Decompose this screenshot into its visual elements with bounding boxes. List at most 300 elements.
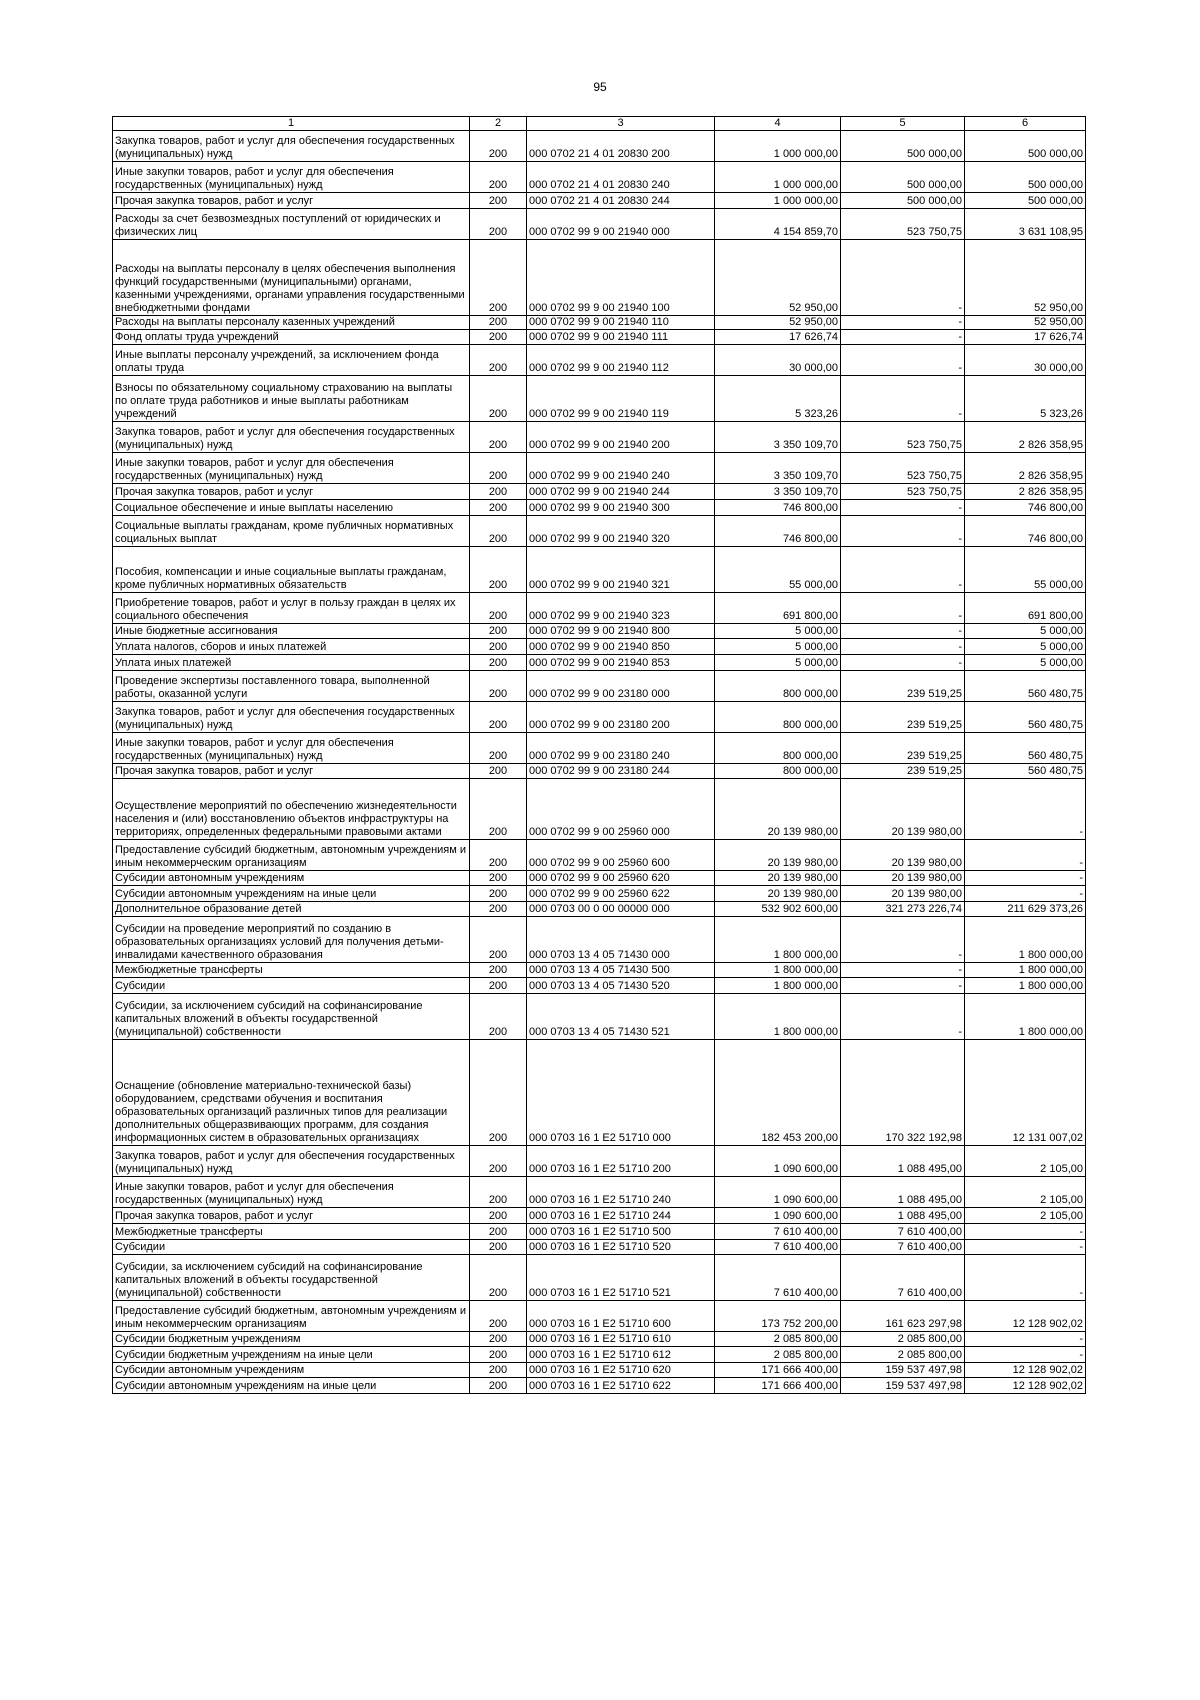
approved-amount-cell: 1 000 000,00 xyxy=(715,193,841,209)
unexecuted-amount-cell: 1 800 000,00 xyxy=(965,994,1086,1040)
expense-name-cell: Прочая закупка товаров, работ и услуг xyxy=(113,484,470,500)
classification-code-cell: 000 0703 16 1 E2 51710 610 xyxy=(527,1332,715,1347)
expense-name-cell: Фонд оплаты труда учреждений xyxy=(113,330,470,345)
line-code-cell: 200 xyxy=(470,209,527,240)
table-row xyxy=(113,1301,1086,1332)
approved-amount-cell: 171 666 400,00 xyxy=(715,1363,841,1378)
expense-name-cell: Осуществление мероприятий по обеспечению жизнедеятельности населения и (или) восстановлению объектов инфраструктуры на территориях, определенных федеральными правовыми актами xyxy=(113,779,470,840)
classification-code-cell: 000 0703 13 4 05 71430 520 xyxy=(527,978,715,994)
expense-name-cell: Предоставление субсидий бюджетным, автономным учреждениям и иным некоммерческим организациям xyxy=(113,1301,470,1332)
table-row xyxy=(113,422,1086,453)
unexecuted-amount-cell: 55 000,00 xyxy=(965,547,1086,593)
expense-name-cell: Иные закупки товаров, работ и услуг для обеспечения государственных (муниципальных) нужд xyxy=(113,733,470,764)
table-row xyxy=(113,516,1086,547)
expense-name-cell: Уплата налогов, сборов и иных платежей xyxy=(113,639,470,655)
classification-code-cell: 000 0702 99 9 00 21940 100 xyxy=(527,240,715,316)
table-row xyxy=(113,376,1086,422)
line-code-cell: 200 xyxy=(470,330,527,345)
executed-amount-cell: - xyxy=(841,376,965,422)
classification-code-cell: 000 0703 16 1 E2 51710 000 xyxy=(527,1040,715,1146)
approved-amount-cell: 52 950,00 xyxy=(715,240,841,316)
approved-amount-cell: 800 000,00 xyxy=(715,702,841,733)
expense-name-cell: Субсидии автономным учреждениям на иные цели xyxy=(113,886,470,902)
approved-amount-cell: 2 085 800,00 xyxy=(715,1332,841,1347)
approved-amount-cell: 1 000 000,00 xyxy=(715,162,841,193)
classification-code-cell: 000 0703 16 1 E2 51710 520 xyxy=(527,1240,715,1255)
unexecuted-amount-cell: 5 000,00 xyxy=(965,655,1086,671)
executed-amount-cell: - xyxy=(841,994,965,1040)
unexecuted-amount-cell: 2 105,00 xyxy=(965,1177,1086,1208)
table-row xyxy=(113,593,1086,624)
classification-code-cell: 000 0703 00 0 00 00000 000 xyxy=(527,902,715,917)
table-row xyxy=(113,764,1086,779)
expense-name-cell: Социальные выплаты гражданам, кроме публичных нормативных социальных выплат xyxy=(113,516,470,547)
approved-amount-cell: 173 752 200,00 xyxy=(715,1301,841,1332)
table-row xyxy=(113,316,1086,330)
executed-amount-cell: 523 750,75 xyxy=(841,453,965,484)
unexecuted-amount-cell: 2 826 358,95 xyxy=(965,453,1086,484)
unexecuted-amount-cell: 1 800 000,00 xyxy=(965,963,1086,978)
table-row xyxy=(113,671,1086,702)
executed-amount-cell: - xyxy=(841,917,965,963)
table-row xyxy=(113,655,1086,671)
classification-code-cell: 000 0703 16 1 E2 51710 240 xyxy=(527,1177,715,1208)
line-code-cell: 200 xyxy=(470,1208,527,1224)
unexecuted-amount-cell: - xyxy=(965,1240,1086,1255)
expense-name-cell: Субсидии на проведение мероприятий по созданию в образовательных организациях условий для получения детьми-инвалидами качественного образования xyxy=(113,917,470,963)
unexecuted-amount-cell: 52 950,00 xyxy=(965,240,1086,316)
classification-code-cell: 000 0703 16 1 E2 51710 600 xyxy=(527,1301,715,1332)
unexecuted-amount-cell: - xyxy=(965,871,1086,886)
executed-amount-cell: 7 610 400,00 xyxy=(841,1240,965,1255)
executed-amount-cell: - xyxy=(841,639,965,655)
line-code-cell: 200 xyxy=(470,1040,527,1146)
executed-amount-cell: 523 750,75 xyxy=(841,484,965,500)
expense-name-cell: Субсидии автономным учреждениям xyxy=(113,871,470,886)
unexecuted-amount-cell: 17 626,74 xyxy=(965,330,1086,345)
executed-amount-cell: 159 537 497,98 xyxy=(841,1378,965,1394)
expense-name-cell: Субсидии xyxy=(113,1240,470,1255)
executed-amount-cell: 321 273 226,74 xyxy=(841,902,965,917)
executed-amount-cell: 20 139 980,00 xyxy=(841,840,965,871)
unexecuted-amount-cell: 3 631 108,95 xyxy=(965,209,1086,240)
unexecuted-amount-cell: 5 000,00 xyxy=(965,639,1086,655)
table-row xyxy=(113,131,1086,162)
executed-amount-cell: 20 139 980,00 xyxy=(841,871,965,886)
table-row xyxy=(113,1240,1086,1255)
classification-code-cell: 000 0702 99 9 00 21940 323 xyxy=(527,593,715,624)
executed-amount-cell: - xyxy=(841,547,965,593)
approved-amount-cell: 800 000,00 xyxy=(715,671,841,702)
unexecuted-amount-cell: 30 000,00 xyxy=(965,345,1086,376)
executed-amount-cell: 239 519,25 xyxy=(841,671,965,702)
table-row xyxy=(113,733,1086,764)
expense-name-cell: Закупка товаров, работ и услуг для обеспечения государственных (муниципальных) нужд xyxy=(113,1146,470,1177)
classification-code-cell: 000 0702 21 4 01 20830 244 xyxy=(527,193,715,209)
classification-code-cell: 000 0703 16 1 E2 51710 200 xyxy=(527,1146,715,1177)
expense-name-cell: Субсидии, за исключением субсидий на софинансирование капитальных вложений в объекты государственной (муниципальной) собственности xyxy=(113,994,470,1040)
unexecuted-amount-cell: 1 800 000,00 xyxy=(965,917,1086,963)
approved-amount-cell: 20 139 980,00 xyxy=(715,871,841,886)
classification-code-cell: 000 0702 99 9 00 23180 240 xyxy=(527,733,715,764)
line-code-cell: 200 xyxy=(470,1240,527,1255)
expense-name-cell: Межбюджетные трансферты xyxy=(113,1224,470,1240)
unexecuted-amount-cell: 211 629 373,26 xyxy=(965,902,1086,917)
unexecuted-amount-cell: - xyxy=(965,1332,1086,1347)
expense-name-cell: Субсидии xyxy=(113,978,470,994)
approved-amount-cell: 171 666 400,00 xyxy=(715,1378,841,1394)
executed-amount-cell: - xyxy=(841,655,965,671)
approved-amount-cell: 5 000,00 xyxy=(715,624,841,639)
classification-code-cell: 000 0703 16 1 E2 51710 622 xyxy=(527,1378,715,1394)
classification-code-cell: 000 0702 99 9 00 23180 000 xyxy=(527,671,715,702)
unexecuted-amount-cell: 691 800,00 xyxy=(965,593,1086,624)
unexecuted-amount-cell: - xyxy=(965,1255,1086,1301)
executed-amount-cell: 159 537 497,98 xyxy=(841,1363,965,1378)
unexecuted-amount-cell: 560 480,75 xyxy=(965,733,1086,764)
approved-amount-cell: 1 800 000,00 xyxy=(715,917,841,963)
table-row xyxy=(113,547,1086,593)
unexecuted-amount-cell: - xyxy=(965,1224,1086,1240)
expense-name-cell: Субсидии автономным учреждениям xyxy=(113,1363,470,1378)
unexecuted-amount-cell: 12 128 902,02 xyxy=(965,1378,1086,1394)
page-number: 95 xyxy=(593,80,607,94)
classification-code-cell: 000 0702 99 9 00 21940 300 xyxy=(527,500,715,516)
classification-code-cell: 000 0702 99 9 00 21940 320 xyxy=(527,516,715,547)
executed-amount-cell: 170 322 192,98 xyxy=(841,1040,965,1146)
line-code-cell: 200 xyxy=(470,131,527,162)
line-code-cell: 200 xyxy=(470,593,527,624)
table-row xyxy=(113,484,1086,500)
classification-code-cell: 000 0702 99 9 00 21940 853 xyxy=(527,655,715,671)
approved-amount-cell: 1 800 000,00 xyxy=(715,963,841,978)
executed-amount-cell: 20 139 980,00 xyxy=(841,779,965,840)
executed-amount-cell: 523 750,75 xyxy=(841,422,965,453)
unexecuted-amount-cell: - xyxy=(965,886,1086,902)
line-code-cell: 200 xyxy=(470,639,527,655)
executed-amount-cell: - xyxy=(841,316,965,330)
table-row xyxy=(113,1378,1086,1394)
line-code-cell: 200 xyxy=(470,547,527,593)
table-row xyxy=(113,917,1086,963)
approved-amount-cell: 7 610 400,00 xyxy=(715,1224,841,1240)
classification-code-cell: 000 0702 99 9 00 25960 600 xyxy=(527,840,715,871)
table-row xyxy=(113,1208,1086,1224)
approved-amount-cell: 20 139 980,00 xyxy=(715,779,841,840)
approved-amount-cell: 5 000,00 xyxy=(715,639,841,655)
line-code-cell: 200 xyxy=(470,1347,527,1363)
table-row xyxy=(113,1177,1086,1208)
unexecuted-amount-cell: 5 000,00 xyxy=(965,624,1086,639)
unexecuted-amount-cell: 2 826 358,95 xyxy=(965,484,1086,500)
table-row xyxy=(113,453,1086,484)
classification-code-cell: 000 0703 16 1 E2 51710 620 xyxy=(527,1363,715,1378)
column-header: 3 xyxy=(527,117,715,131)
executed-amount-cell: 2 085 800,00 xyxy=(841,1332,965,1347)
line-code-cell: 200 xyxy=(470,422,527,453)
table-row xyxy=(113,345,1086,376)
expense-name-cell: Субсидии, за исключением субсидий на софинансирование капитальных вложений в объекты государственной (муниципальной) собственности xyxy=(113,1255,470,1301)
classification-code-cell: 000 0702 99 9 00 21940 800 xyxy=(527,624,715,639)
unexecuted-amount-cell: 12 131 007,02 xyxy=(965,1040,1086,1146)
approved-amount-cell: 30 000,00 xyxy=(715,345,841,376)
classification-code-cell: 000 0702 99 9 00 21940 110 xyxy=(527,316,715,330)
table-row xyxy=(113,886,1086,902)
line-code-cell: 200 xyxy=(470,702,527,733)
expense-name-cell: Расходы за счет безвозмездных поступлений от юридических и физических лиц xyxy=(113,209,470,240)
line-code-cell: 200 xyxy=(470,1255,527,1301)
executed-amount-cell: - xyxy=(841,240,965,316)
approved-amount-cell: 1 000 000,00 xyxy=(715,131,841,162)
expense-name-cell: Прочая закупка товаров, работ и услуг xyxy=(113,193,470,209)
executed-amount-cell: 20 139 980,00 xyxy=(841,886,965,902)
expense-name-cell: Расходы на выплаты персоналу в целях обеспечения выполнения функций государственными (муниципальными) органами, казенными учреждениями, органами управления государственными внебюджетными фондами xyxy=(113,240,470,316)
expense-name-cell: Взносы по обязательному социальному страхованию на выплаты по оплате труда работников и иные выплаты работникам учреждений xyxy=(113,376,470,422)
approved-amount-cell: 52 950,00 xyxy=(715,316,841,330)
expense-name-cell: Закупка товаров, работ и услуг для обеспечения государственных (муниципальных) нужд xyxy=(113,422,470,453)
line-code-cell: 200 xyxy=(470,1224,527,1240)
expense-name-cell: Прочая закупка товаров, работ и услуг xyxy=(113,1208,470,1224)
unexecuted-amount-cell: 2 105,00 xyxy=(965,1208,1086,1224)
executed-amount-cell: 523 750,75 xyxy=(841,209,965,240)
table-row xyxy=(113,963,1086,978)
table-row xyxy=(113,209,1086,240)
approved-amount-cell: 182 453 200,00 xyxy=(715,1040,841,1146)
expense-name-cell: Приобретение товаров, работ и услуг в пользу граждан в целях их социального обеспечения xyxy=(113,593,470,624)
expense-name-cell: Иные закупки товаров, работ и услуг для обеспечения государственных (муниципальных) нужд xyxy=(113,453,470,484)
approved-amount-cell: 3 350 109,70 xyxy=(715,484,841,500)
expense-name-cell: Уплата иных платежей xyxy=(113,655,470,671)
table-row xyxy=(113,1146,1086,1177)
approved-amount-cell: 4 154 859,70 xyxy=(715,209,841,240)
executed-amount-cell: 239 519,25 xyxy=(841,764,965,779)
classification-code-cell: 000 0703 16 1 E2 51710 521 xyxy=(527,1255,715,1301)
column-header: 6 xyxy=(965,117,1086,131)
unexecuted-amount-cell: 746 800,00 xyxy=(965,500,1086,516)
executed-amount-cell: - xyxy=(841,330,965,345)
line-code-cell: 200 xyxy=(470,500,527,516)
classification-code-cell: 000 0702 99 9 00 25960 620 xyxy=(527,871,715,886)
expense-name-cell: Иные закупки товаров, работ и услуг для обеспечения государственных (муниципальных) нужд xyxy=(113,162,470,193)
line-code-cell: 200 xyxy=(470,1177,527,1208)
executed-amount-cell: 1 088 495,00 xyxy=(841,1208,965,1224)
line-code-cell: 200 xyxy=(470,193,527,209)
unexecuted-amount-cell: - xyxy=(965,1347,1086,1363)
executed-amount-cell: - xyxy=(841,978,965,994)
table-row xyxy=(113,330,1086,345)
line-code-cell: 200 xyxy=(470,1378,527,1394)
classification-code-cell: 000 0702 21 4 01 20830 200 xyxy=(527,131,715,162)
expense-name-cell: Дополнительное образование детей xyxy=(113,902,470,917)
classification-code-cell: 000 0702 99 9 00 21940 321 xyxy=(527,547,715,593)
approved-amount-cell: 1 090 600,00 xyxy=(715,1208,841,1224)
table-row xyxy=(113,840,1086,871)
table-row xyxy=(113,193,1086,209)
unexecuted-amount-cell: - xyxy=(965,840,1086,871)
expense-name-cell: Расходы на выплаты персоналу казенных учреждений xyxy=(113,316,470,330)
column-header: 1 xyxy=(113,117,470,131)
expense-name-cell: Предоставление субсидий бюджетным, автономным учреждениям и иным некоммерческим организациям xyxy=(113,840,470,871)
line-code-cell: 200 xyxy=(470,453,527,484)
line-code-cell: 200 xyxy=(470,240,527,316)
table-row xyxy=(113,779,1086,840)
executed-amount-cell: 7 610 400,00 xyxy=(841,1224,965,1240)
unexecuted-amount-cell: 12 128 902,02 xyxy=(965,1363,1086,1378)
line-code-cell: 200 xyxy=(470,886,527,902)
expense-name-cell: Межбюджетные трансферты xyxy=(113,963,470,978)
executed-amount-cell: 2 085 800,00 xyxy=(841,1347,965,1363)
classification-code-cell: 000 0702 99 9 00 21940 200 xyxy=(527,422,715,453)
line-code-cell: 200 xyxy=(470,671,527,702)
unexecuted-amount-cell: 12 128 902,02 xyxy=(965,1301,1086,1332)
table-row xyxy=(113,902,1086,917)
unexecuted-amount-cell: 500 000,00 xyxy=(965,131,1086,162)
approved-amount-cell: 1 800 000,00 xyxy=(715,978,841,994)
classification-code-cell: 000 0702 99 9 00 21940 850 xyxy=(527,639,715,655)
classification-code-cell: 000 0702 21 4 01 20830 240 xyxy=(527,162,715,193)
approved-amount-cell: 5 323,26 xyxy=(715,376,841,422)
approved-amount-cell: 1 800 000,00 xyxy=(715,994,841,1040)
executed-amount-cell: 1 088 495,00 xyxy=(841,1177,965,1208)
line-code-cell: 200 xyxy=(470,162,527,193)
unexecuted-amount-cell: 500 000,00 xyxy=(965,162,1086,193)
unexecuted-amount-cell: 560 480,75 xyxy=(965,764,1086,779)
executed-amount-cell: 7 610 400,00 xyxy=(841,1255,965,1301)
line-code-cell: 200 xyxy=(470,1301,527,1332)
approved-amount-cell: 20 139 980,00 xyxy=(715,840,841,871)
table-row xyxy=(113,500,1086,516)
approved-amount-cell: 691 800,00 xyxy=(715,593,841,624)
classification-code-cell: 000 0702 99 9 00 21940 000 xyxy=(527,209,715,240)
line-code-cell: 200 xyxy=(470,963,527,978)
approved-amount-cell: 746 800,00 xyxy=(715,500,841,516)
classification-code-cell: 000 0702 99 9 00 21940 240 xyxy=(527,453,715,484)
line-code-cell: 200 xyxy=(470,516,527,547)
line-code-cell: 200 xyxy=(470,764,527,779)
approved-amount-cell: 2 085 800,00 xyxy=(715,1347,841,1363)
table-row xyxy=(113,978,1086,994)
approved-amount-cell: 7 610 400,00 xyxy=(715,1240,841,1255)
approved-amount-cell: 800 000,00 xyxy=(715,764,841,779)
classification-code-cell: 000 0703 13 4 05 71430 521 xyxy=(527,994,715,1040)
table-row xyxy=(113,1347,1086,1363)
classification-code-cell: 000 0702 99 9 00 21940 244 xyxy=(527,484,715,500)
line-code-cell: 200 xyxy=(470,376,527,422)
executed-amount-cell: - xyxy=(841,963,965,978)
unexecuted-amount-cell: 560 480,75 xyxy=(965,671,1086,702)
table-row xyxy=(113,639,1086,655)
unexecuted-amount-cell: 5 323,26 xyxy=(965,376,1086,422)
classification-code-cell: 000 0702 99 9 00 25960 000 xyxy=(527,779,715,840)
line-code-cell: 200 xyxy=(470,345,527,376)
approved-amount-cell: 5 000,00 xyxy=(715,655,841,671)
unexecuted-amount-cell: 746 800,00 xyxy=(965,516,1086,547)
column-header: 2 xyxy=(470,117,527,131)
approved-amount-cell: 20 139 980,00 xyxy=(715,886,841,902)
table-row xyxy=(113,1363,1086,1378)
executed-amount-cell: - xyxy=(841,624,965,639)
classification-code-cell: 000 0702 99 9 00 21940 119 xyxy=(527,376,715,422)
line-code-cell: 200 xyxy=(470,978,527,994)
line-code-cell: 200 xyxy=(470,1146,527,1177)
table-row xyxy=(113,162,1086,193)
table-row xyxy=(113,702,1086,733)
classification-code-cell: 000 0703 16 1 E2 51710 612 xyxy=(527,1347,715,1363)
executed-amount-cell: 239 519,25 xyxy=(841,733,965,764)
line-code-cell: 200 xyxy=(470,655,527,671)
unexecuted-amount-cell: 560 480,75 xyxy=(965,702,1086,733)
table-row xyxy=(113,1040,1086,1146)
table-row xyxy=(113,871,1086,886)
unexecuted-amount-cell: 2 105,00 xyxy=(965,1146,1086,1177)
approved-amount-cell: 55 000,00 xyxy=(715,547,841,593)
expense-name-cell: Субсидии бюджетным учреждениям на иные цели xyxy=(113,1347,470,1363)
budget-table xyxy=(112,116,1086,1394)
executed-amount-cell: 500 000,00 xyxy=(841,193,965,209)
classification-code-cell: 000 0703 13 4 05 71430 500 xyxy=(527,963,715,978)
approved-amount-cell: 1 090 600,00 xyxy=(715,1146,841,1177)
line-code-cell: 200 xyxy=(470,917,527,963)
executed-amount-cell: 1 088 495,00 xyxy=(841,1146,965,1177)
line-code-cell: 200 xyxy=(470,1332,527,1347)
classification-code-cell: 000 0703 16 1 E2 51710 500 xyxy=(527,1224,715,1240)
table-row xyxy=(113,1332,1086,1347)
classification-code-cell: 000 0702 99 9 00 21940 112 xyxy=(527,345,715,376)
expense-name-cell: Иные выплаты персоналу учреждений, за исключением фонда оплаты труда xyxy=(113,345,470,376)
unexecuted-amount-cell: 500 000,00 xyxy=(965,193,1086,209)
line-code-cell: 200 xyxy=(470,733,527,764)
executed-amount-cell: 500 000,00 xyxy=(841,131,965,162)
line-code-cell: 200 xyxy=(470,902,527,917)
expense-name-cell: Иные бюджетные ассигнования xyxy=(113,624,470,639)
executed-amount-cell: - xyxy=(841,593,965,624)
unexecuted-amount-cell: 1 800 000,00 xyxy=(965,978,1086,994)
executed-amount-cell: - xyxy=(841,500,965,516)
approved-amount-cell: 7 610 400,00 xyxy=(715,1255,841,1301)
line-code-cell: 200 xyxy=(470,871,527,886)
expense-name-cell: Прочая закупка товаров, работ и услуг xyxy=(113,764,470,779)
approved-amount-cell: 1 090 600,00 xyxy=(715,1177,841,1208)
expense-name-cell: Проведение экспертизы поставленного товара, выполненной работы, оказанной услуги xyxy=(113,671,470,702)
approved-amount-cell: 3 350 109,70 xyxy=(715,453,841,484)
line-code-cell: 200 xyxy=(470,316,527,330)
table-row xyxy=(113,624,1086,639)
classification-code-cell: 000 0702 99 9 00 23180 244 xyxy=(527,764,715,779)
table-row xyxy=(113,240,1086,316)
classification-code-cell: 000 0703 16 1 E2 51710 244 xyxy=(527,1208,715,1224)
expense-name-cell: Оснащение (обновление материально-технической базы) оборудованием, средствами обучения и воспитания образовательных организаций различных типов для реализации дополнительных общеразвивающих программ, для создания информационных систем в образовательных организациях xyxy=(113,1040,470,1146)
line-code-cell: 200 xyxy=(470,840,527,871)
expense-name-cell: Социальное обеспечение и иные выплаты населению xyxy=(113,500,470,516)
line-code-cell: 200 xyxy=(470,484,527,500)
line-code-cell: 200 xyxy=(470,994,527,1040)
executed-amount-cell: 161 623 297,98 xyxy=(841,1301,965,1332)
approved-amount-cell: 532 902 600,00 xyxy=(715,902,841,917)
unexecuted-amount-cell: 52 950,00 xyxy=(965,316,1086,330)
line-code-cell: 200 xyxy=(470,1363,527,1378)
expense-name-cell: Иные закупки товаров, работ и услуг для обеспечения государственных (муниципальных) нужд xyxy=(113,1177,470,1208)
classification-code-cell: 000 0702 99 9 00 23180 200 xyxy=(527,702,715,733)
line-code-cell: 200 xyxy=(470,779,527,840)
expense-name-cell: Закупка товаров, работ и услуг для обеспечения государственных (муниципальных) нужд xyxy=(113,702,470,733)
line-code-cell: 200 xyxy=(470,624,527,639)
table-row xyxy=(113,1224,1086,1240)
column-number-row xyxy=(113,117,1086,131)
approved-amount-cell: 746 800,00 xyxy=(715,516,841,547)
classification-code-cell: 000 0702 99 9 00 21940 111 xyxy=(527,330,715,345)
expense-name-cell: Пособия, компенсации и иные социальные выплаты гражданам, кроме публичных нормативных обязательств xyxy=(113,547,470,593)
table-row xyxy=(113,1255,1086,1301)
